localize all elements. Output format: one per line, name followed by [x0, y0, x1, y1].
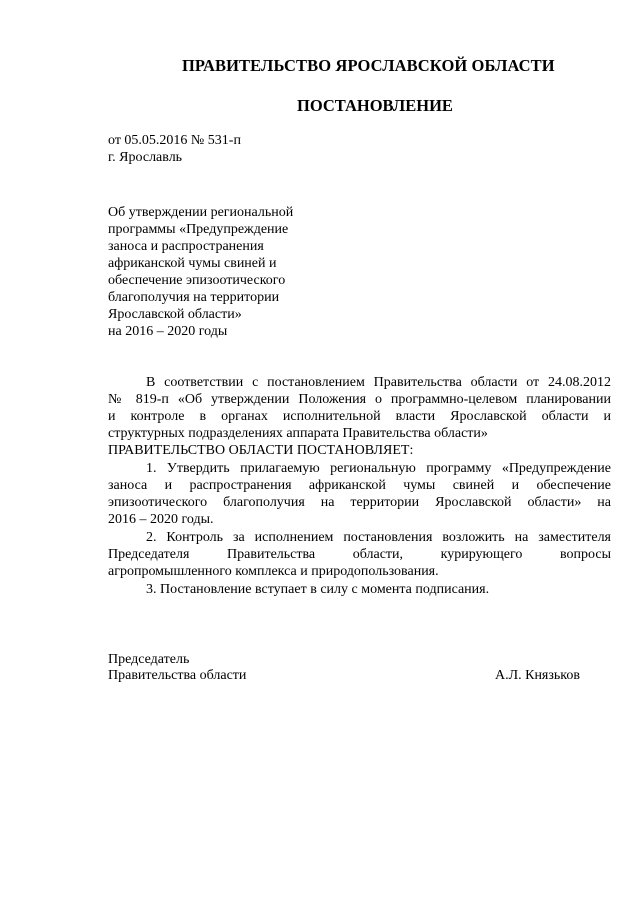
paragraph-line: Председателя Правительства области, курирующего вопросы [108, 547, 611, 562]
date-number: от 05.05.2016 № 531-п [108, 133, 241, 148]
resolves-heading: ПРАВИТЕЛЬСТВО ОБЛАСТИ ПОСТАНОВЛЯЕТ: [108, 443, 414, 458]
paragraph-line: структурных подразделениях аппарата Правительства области» [108, 426, 488, 441]
subject-line: африканской чумы свиней и [108, 256, 277, 271]
paragraph-line: и контроле в органах исполнительной власти Ярославской области и [108, 409, 611, 424]
paragraph-line: агропромышленного комплекса и природопользования. [108, 564, 439, 579]
city: г. Ярославль [108, 150, 183, 165]
organization-title: ПРАВИТЕЛЬСТВО ЯРОСЛАВСКОЙ ОБЛАСТИ [182, 56, 555, 75]
paragraph-line: 1. Утвердить прилагаемую региональную программу «Предупреждение [146, 461, 611, 476]
item-3-paragraph: 3. Постановление вступает в силу с момента подписания. [146, 582, 490, 597]
subject-line: обеспечение эпизоотического [108, 273, 286, 288]
signatory-title-line: Председатель [108, 652, 190, 667]
paragraph-line: эпизоотического благополучия на территории Ярославской области» на [108, 495, 611, 510]
subject-line: заноса и распространения [108, 239, 264, 254]
subject-line: благополучия на территории [108, 290, 280, 305]
paragraph-line: 2016 – 2020 годы. [108, 512, 214, 527]
subject-line: Ярославской области» [108, 307, 242, 322]
signatory-name: А.Л. Князьков [495, 668, 580, 683]
subject-line: программы «Предупреждение [108, 222, 289, 237]
subject-line: на 2016 – 2020 годы [108, 324, 228, 339]
paragraph-line: 2. Контроль за исполнением постановления возложить на заместителя [146, 530, 611, 545]
paragraph-line: В соответствии с постановлением Правительства области от 24.08.2012 [146, 375, 611, 390]
paragraph-line: заноса и распространения африканской чумы свиней и обеспечение [108, 478, 611, 493]
subject-line: Об утверждении региональной [108, 205, 294, 220]
document-type-title: ПОСТАНОВЛЕНИЕ [297, 96, 453, 115]
signatory-title-line: Правительства области [108, 668, 247, 683]
paragraph-line: № 819-п «Об утверждении Положения о программно-целевом планировании [108, 392, 611, 407]
